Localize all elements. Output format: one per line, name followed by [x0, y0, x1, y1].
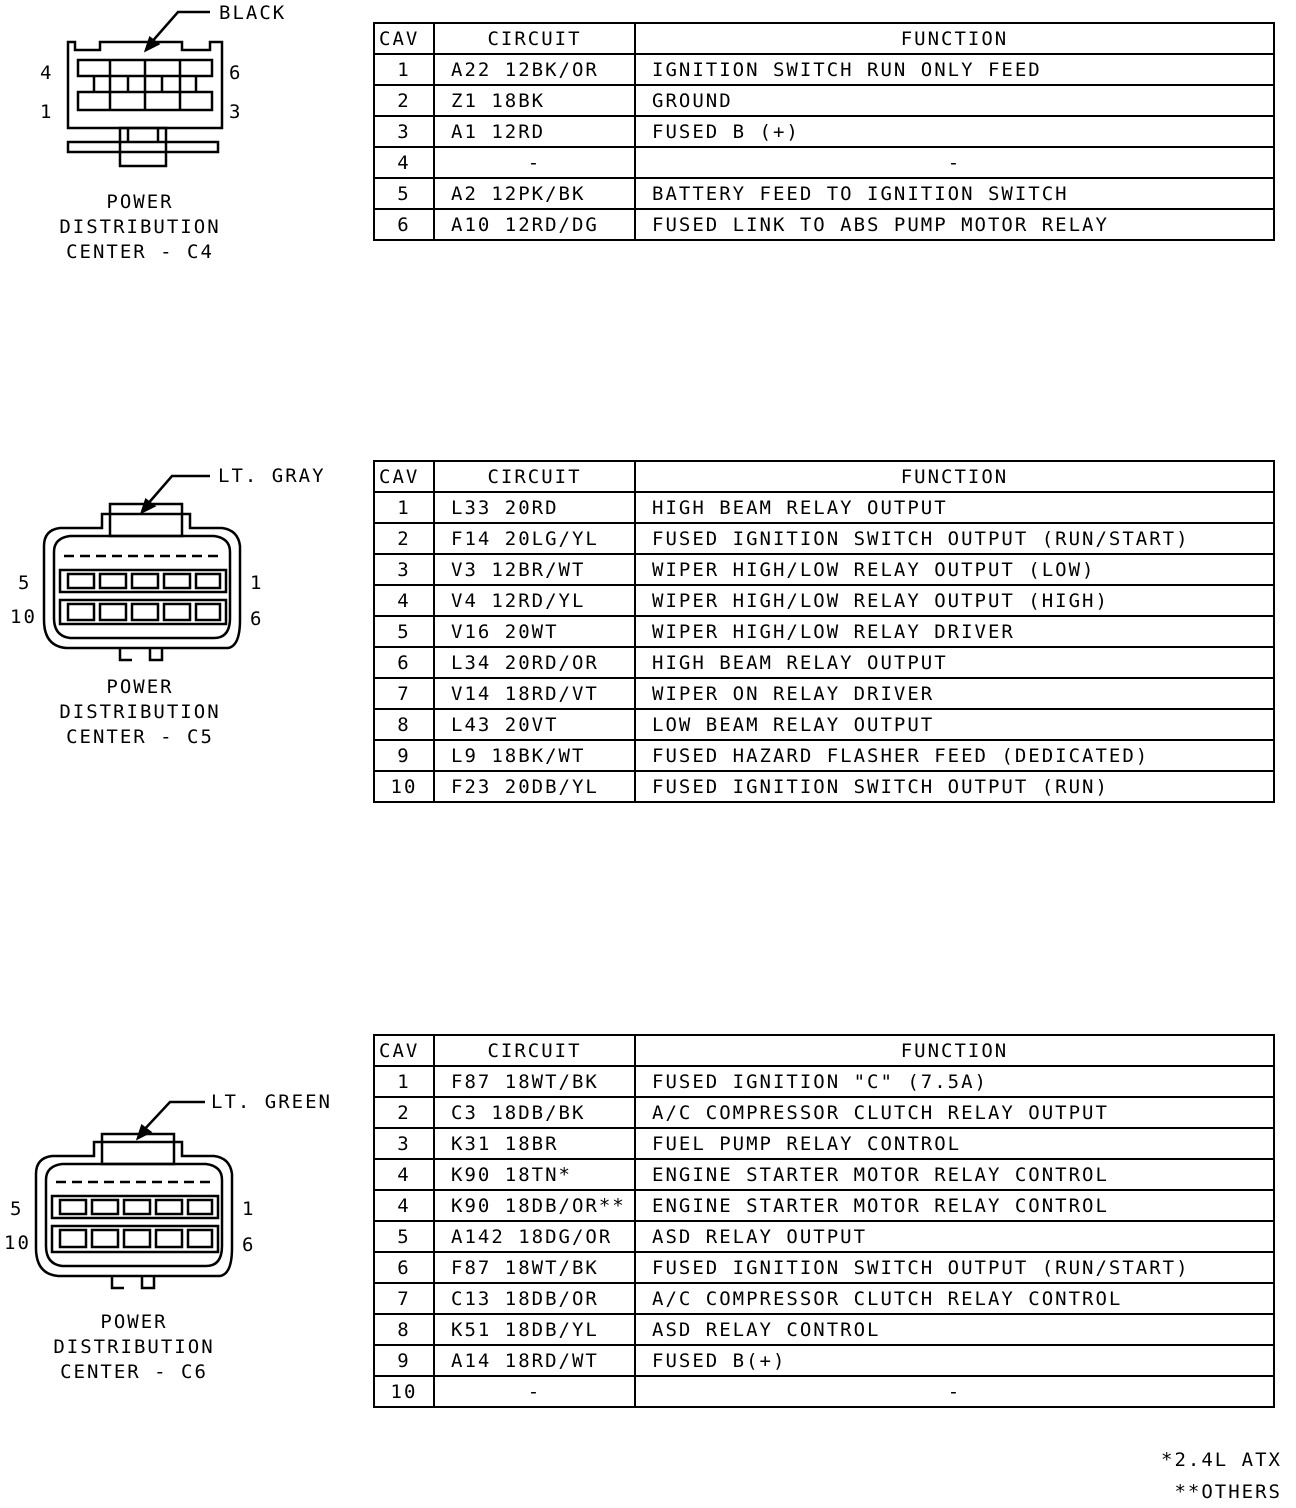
cav-cell: 4	[374, 1159, 434, 1190]
cav-cell: 9	[374, 740, 434, 771]
footnote-line: **OTHERS	[1174, 1481, 1282, 1503]
table-row	[374, 1159, 1274, 1190]
pin-label-top-left: 5	[18, 572, 32, 594]
circuit-cell: C3 18DB/BK	[434, 1097, 635, 1128]
pin-table-c6	[373, 1034, 1275, 1408]
cav-cell: 3	[374, 554, 434, 585]
function-cell: FUSED B (+)	[635, 116, 1274, 147]
connector-diagram-c5	[0, 460, 360, 760]
circuit-cell: A2 12PK/BK	[434, 178, 635, 209]
cav-cell: 10	[374, 1376, 434, 1407]
cav-cell: 2	[374, 85, 434, 116]
table-header-row	[374, 23, 1274, 54]
caption-line: DISTRIBUTION	[59, 216, 221, 238]
pin-label-top-right: 1	[250, 572, 264, 594]
pin-label-bottom-left: 1	[40, 101, 54, 123]
function-cell: BATTERY FEED TO IGNITION SWITCH	[635, 178, 1274, 209]
circuit-cell: L34 20RD/OR	[434, 647, 635, 678]
connector-c6-drawing	[0, 1034, 270, 1294]
cav-cell: 1	[374, 54, 434, 85]
header-cav: CAV	[374, 23, 434, 54]
connector-c4-drawing	[0, 0, 260, 180]
header-function: FUNCTION	[635, 461, 1274, 492]
function-cell: GROUND	[635, 85, 1274, 116]
function-cell: FUSED IGNITION SWITCH OUTPUT (RUN/START)	[635, 1252, 1274, 1283]
caption-line: POWER	[106, 676, 174, 698]
table-row	[374, 54, 1274, 85]
pin-label-bottom-left: 10	[10, 606, 37, 628]
function-cell: ENGINE STARTER MOTOR RELAY CONTROL	[635, 1190, 1274, 1221]
table-row	[374, 178, 1274, 209]
function-cell: HIGH BEAM RELAY OUTPUT	[635, 492, 1274, 523]
caption-line: POWER	[106, 191, 174, 213]
table-row	[374, 1190, 1274, 1221]
cav-cell: 8	[374, 709, 434, 740]
table-row	[374, 116, 1274, 147]
table-header-row	[374, 461, 1274, 492]
table-row	[374, 492, 1274, 523]
caption-line: CENTER - C4	[66, 241, 214, 263]
table-row	[374, 771, 1274, 802]
function-cell: LOW BEAM RELAY OUTPUT	[635, 709, 1274, 740]
pin-label-top-left: 4	[40, 62, 54, 84]
circuit-cell: A14 18RD/WT	[434, 1345, 635, 1376]
connector-caption	[14, 1310, 254, 1385]
connector-caption	[20, 675, 260, 750]
table-row	[374, 1345, 1274, 1376]
header-function: FUNCTION	[635, 1035, 1274, 1066]
cav-cell: 1	[374, 492, 434, 523]
circuit-cell: K90 18DB/OR**	[434, 1190, 635, 1221]
header-cav: CAV	[374, 1035, 434, 1066]
function-cell: -	[635, 1376, 1274, 1407]
function-cell: HIGH BEAM RELAY OUTPUT	[635, 647, 1274, 678]
header-function: FUNCTION	[635, 23, 1274, 54]
circuit-cell: F23 20DB/YL	[434, 771, 635, 802]
table-row	[374, 209, 1274, 240]
circuit-cell: V14 18RD/VT	[434, 678, 635, 709]
cav-cell: 2	[374, 523, 434, 554]
circuit-cell: -	[434, 147, 635, 178]
table-row	[374, 1097, 1274, 1128]
table-header-row	[374, 1035, 1274, 1066]
pin-label-top-right: 6	[229, 62, 243, 84]
circuit-cell: A1 12RD	[434, 116, 635, 147]
function-cell: FUSED IGNITION "C" (7.5A)	[635, 1066, 1274, 1097]
cav-cell: 4	[374, 147, 434, 178]
cav-cell: 4	[374, 1190, 434, 1221]
table-row	[374, 678, 1274, 709]
function-cell: A/C COMPRESSOR CLUTCH RELAY CONTROL	[635, 1283, 1274, 1314]
function-cell: FUEL PUMP RELAY CONTROL	[635, 1128, 1274, 1159]
circuit-cell: A142 18DG/OR	[434, 1221, 635, 1252]
color-label: LT. GRAY	[218, 465, 326, 487]
circuit-cell: V4 12RD/YL	[434, 585, 635, 616]
cav-cell: 9	[374, 1345, 434, 1376]
cav-cell: 5	[374, 1221, 434, 1252]
circuit-cell: V16 20WT	[434, 616, 635, 647]
pin-label-bottom-right: 6	[250, 608, 264, 630]
circuit-cell: L9 18BK/WT	[434, 740, 635, 771]
color-label: BLACK	[219, 2, 287, 24]
cav-cell: 7	[374, 678, 434, 709]
circuit-cell: L33 20RD	[434, 492, 635, 523]
connector-diagram-c6	[0, 1034, 360, 1394]
cav-cell: 6	[374, 209, 434, 240]
table-row	[374, 709, 1274, 740]
cav-cell: 2	[374, 1097, 434, 1128]
cav-cell: 1	[374, 1066, 434, 1097]
caption-line: DISTRIBUTION	[53, 1336, 215, 1358]
circuit-cell: C13 18DB/OR	[434, 1283, 635, 1314]
table-row	[374, 523, 1274, 554]
color-label: LT. GREEN	[211, 1091, 332, 1113]
caption-line: CENTER - C5	[66, 726, 214, 748]
function-cell: ASD RELAY CONTROL	[635, 1314, 1274, 1345]
pin-label-top-right: 1	[242, 1198, 256, 1220]
pin-label-bottom-left: 10	[4, 1232, 31, 1254]
pin-table-c4	[373, 22, 1275, 241]
circuit-cell: A22 12BK/OR	[434, 54, 635, 85]
circuit-cell: F87 18WT/BK	[434, 1252, 635, 1283]
table-row	[374, 740, 1274, 771]
circuit-cell: L43 20VT	[434, 709, 635, 740]
table-row	[374, 647, 1274, 678]
table-row	[374, 1221, 1274, 1252]
circuit-cell: K90 18TN*	[434, 1159, 635, 1190]
table-row	[374, 1066, 1274, 1097]
pin-label-bottom-right: 3	[229, 101, 243, 123]
circuit-cell: F14 20LG/YL	[434, 523, 635, 554]
cav-cell: 8	[374, 1314, 434, 1345]
table-row	[374, 616, 1274, 647]
circuit-cell: K51 18DB/YL	[434, 1314, 635, 1345]
pin-label-top-left: 5	[10, 1198, 24, 1220]
header-circuit: CIRCUIT	[434, 461, 635, 492]
table-row	[374, 1376, 1274, 1407]
pin-table-c5	[373, 460, 1275, 803]
cav-cell: 7	[374, 1283, 434, 1314]
caption-line: DISTRIBUTION	[59, 701, 221, 723]
function-cell: FUSED IGNITION SWITCH OUTPUT (RUN)	[635, 771, 1274, 802]
header-cav: CAV	[374, 461, 434, 492]
function-cell: FUSED IGNITION SWITCH OUTPUT (RUN/START)	[635, 523, 1274, 554]
table-row	[374, 1314, 1274, 1345]
cav-cell: 3	[374, 116, 434, 147]
table-row	[374, 1252, 1274, 1283]
table-row	[374, 85, 1274, 116]
function-cell: WIPER HIGH/LOW RELAY OUTPUT (HIGH)	[635, 585, 1274, 616]
header-circuit: CIRCUIT	[434, 23, 635, 54]
function-cell: A/C COMPRESSOR CLUTCH RELAY OUTPUT	[635, 1097, 1274, 1128]
header-circuit: CIRCUIT	[434, 1035, 635, 1066]
circuit-cell: -	[434, 1376, 635, 1407]
cav-cell: 3	[374, 1128, 434, 1159]
table-row	[374, 147, 1274, 178]
function-cell: FUSED LINK TO ABS PUMP MOTOR RELAY	[635, 209, 1274, 240]
footnote-line: *2.4L ATX	[1161, 1449, 1282, 1471]
function-cell: ENGINE STARTER MOTOR RELAY CONTROL	[635, 1159, 1274, 1190]
circuit-cell: V3 12BR/WT	[434, 554, 635, 585]
footnotes	[1161, 1444, 1282, 1508]
function-cell: FUSED B(+)	[635, 1345, 1274, 1376]
cav-cell: 6	[374, 1252, 434, 1283]
pin-label-bottom-right: 6	[242, 1234, 256, 1256]
cav-cell: 4	[374, 585, 434, 616]
function-cell: WIPER HIGH/LOW RELAY DRIVER	[635, 616, 1274, 647]
connector-caption	[20, 190, 260, 265]
connector-c5-drawing	[0, 460, 270, 680]
function-cell: ASD RELAY OUTPUT	[635, 1221, 1274, 1252]
table-row	[374, 585, 1274, 616]
cav-cell: 10	[374, 771, 434, 802]
table-row	[374, 1128, 1274, 1159]
table-row	[374, 554, 1274, 585]
cav-cell: 5	[374, 178, 434, 209]
connector-diagram-c4	[0, 0, 360, 280]
function-cell: FUSED HAZARD FLASHER FEED (DEDICATED)	[635, 740, 1274, 771]
circuit-cell: A10 12RD/DG	[434, 209, 635, 240]
cav-cell: 6	[374, 647, 434, 678]
caption-line: POWER	[100, 1311, 168, 1333]
circuit-cell: K31 18BR	[434, 1128, 635, 1159]
circuit-cell: Z1 18BK	[434, 85, 635, 116]
caption-line: CENTER - C6	[60, 1361, 208, 1383]
table-row	[374, 1283, 1274, 1314]
cav-cell: 5	[374, 616, 434, 647]
function-cell: -	[635, 147, 1274, 178]
function-cell: WIPER HIGH/LOW RELAY OUTPUT (LOW)	[635, 554, 1274, 585]
function-cell: IGNITION SWITCH RUN ONLY FEED	[635, 54, 1274, 85]
circuit-cell: F87 18WT/BK	[434, 1066, 635, 1097]
function-cell: WIPER ON RELAY DRIVER	[635, 678, 1274, 709]
